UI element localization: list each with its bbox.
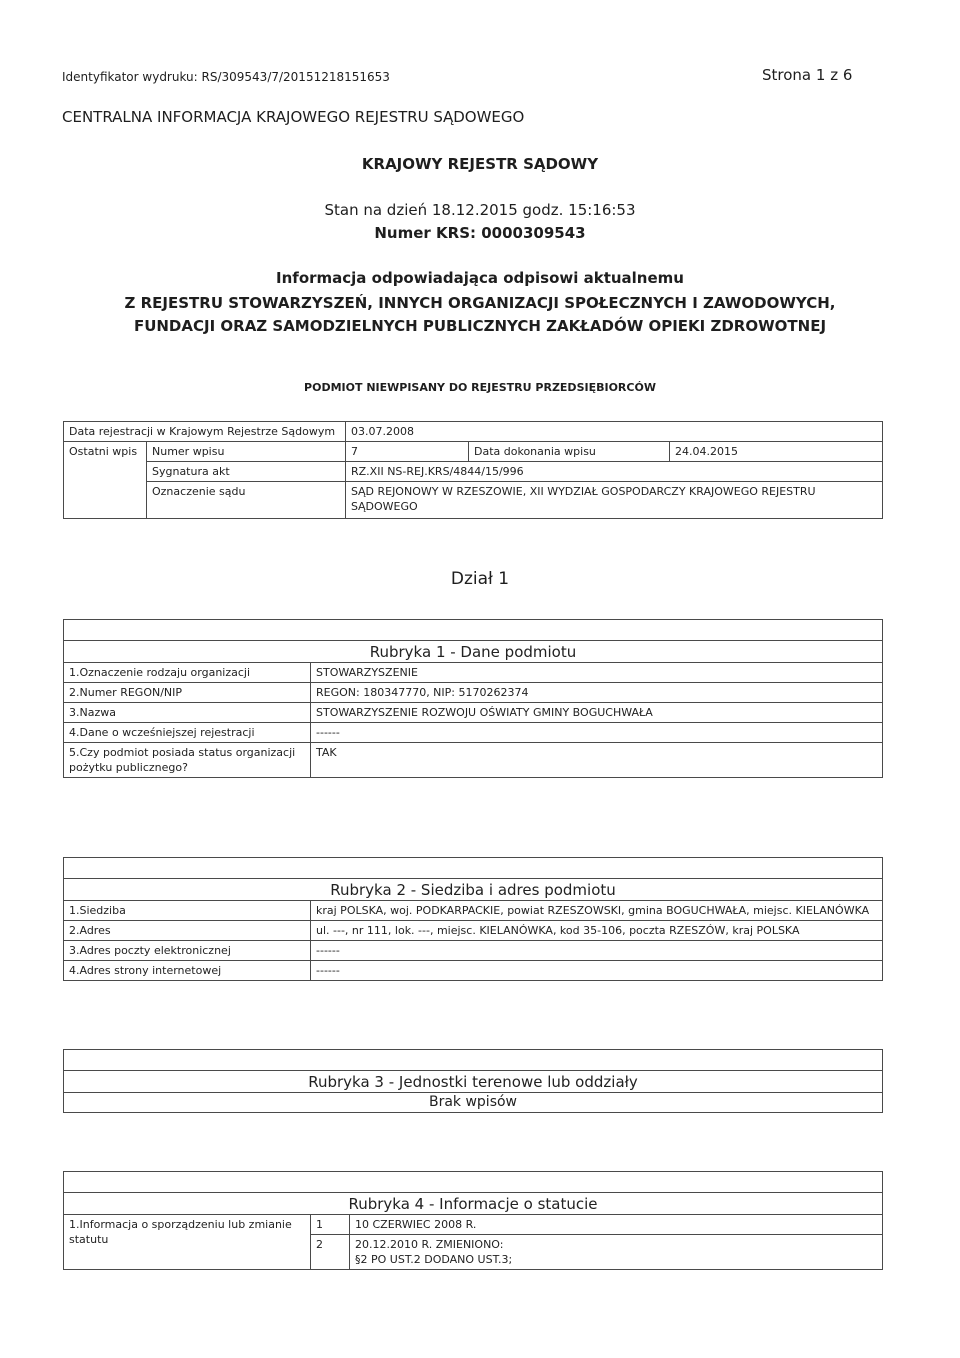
status-date: Stan na dzień 18.12.2015 godz. 15:16:53 [324, 201, 636, 219]
no-entries-text: Brak wpisów [64, 1093, 883, 1113]
rubryka-4-title: Rubryka 4 - Informacje o statucie [64, 1193, 883, 1215]
table-row [64, 858, 883, 879]
table-row [64, 723, 883, 743]
header-spacer [64, 620, 883, 641]
table-row [64, 1050, 883, 1071]
field-label: 4.Dane o wcześniejszej rejestracji [64, 723, 311, 743]
entry-date-value: 24.04.2015 [670, 442, 883, 462]
table-row [64, 1071, 883, 1093]
table-row [64, 683, 883, 703]
header-spacer [64, 858, 883, 879]
field-value: STOWARZYSZENIE [311, 663, 883, 683]
entry-number: 1 [311, 1215, 350, 1235]
entry-text [350, 1235, 883, 1270]
header-spacer [64, 1172, 883, 1193]
field-value: ------ [311, 961, 883, 981]
case-signature-value: RZ.XII NS-REJ.KRS/4844/15/996 [346, 462, 883, 482]
table-row [64, 921, 883, 941]
rubryka-2-title: Rubryka 2 - Siedziba i adres podmiotu [64, 879, 883, 901]
court-value: SĄD REJONOWY W RZESZOWIE, XII WYDZIAŁ GOSPODARCZY KRAJOWEGO REJESTRU SĄDOWEGO [346, 482, 883, 519]
entry-number: 2 [311, 1235, 350, 1270]
agency-name: CENTRALNA INFORMACJA KRAJOWEGO REJESTRU SĄDOWEGO [62, 108, 525, 126]
rubryka-1-title: Rubryka 1 - Dane podmiotu [64, 641, 883, 663]
field-label: 1.Oznaczenie rodzaju organizacji [64, 663, 311, 683]
header-spacer [64, 1050, 883, 1071]
table-row [64, 1172, 883, 1193]
field-label: 2.Numer REGON/NIP [64, 683, 311, 703]
registration-date-value: 03.07.2008 [346, 422, 883, 442]
table-row [64, 620, 883, 641]
entry-number-value: 7 [346, 442, 469, 462]
table-row [64, 641, 883, 663]
table-row [64, 703, 883, 723]
info-heading-line-2: Z REJESTRU STOWARZYSZEŃ, INNYCH ORGANIZACJI SPOŁECZNYCH I ZAWODOWYCH, [124, 294, 836, 312]
statute-label: 1.Informacja o sporządzeniu lub zmianie statutu [64, 1215, 311, 1270]
field-value: ------ [311, 723, 883, 743]
entry-text-line-2: §2 PO UST.2 DODANO UST.3; [355, 1253, 513, 1266]
field-label: 2.Adres [64, 921, 311, 941]
court-label: Oznaczenie sądu [147, 482, 346, 519]
entry-text-line-1: 20.12.2010 R. ZMIENIONO: [355, 1238, 504, 1251]
rubryka-1-table [63, 619, 883, 778]
entry-date-label: Data dokonania wpisu [469, 442, 670, 462]
rubryka-4-table [63, 1171, 883, 1270]
field-value: REGON: 180347770, NIP: 5170262374 [311, 683, 883, 703]
rubryka-3-table [63, 1049, 883, 1113]
print-identifier: Identyfikator wydruku: RS/309543/7/20151218151653 [62, 70, 390, 84]
table-row [64, 422, 883, 442]
case-signature-label: Sygnatura akt [147, 462, 346, 482]
rubryka-3-title: Rubryka 3 - Jednostki terenowe lub oddziały [64, 1071, 883, 1093]
table-row [64, 663, 883, 683]
entry-text: 10 CZERWIEC 2008 R. [350, 1215, 883, 1235]
field-label: 3.Adres poczty elektronicznej [64, 941, 311, 961]
table-row [64, 1093, 883, 1113]
field-label: 4.Adres strony internetowej [64, 961, 311, 981]
table-row [64, 482, 883, 519]
table-row [64, 1215, 883, 1235]
rubryka-2-table [63, 857, 883, 981]
table-row [64, 901, 883, 921]
entity-type-heading: PODMIOT NIEWPISANY DO REJESTRU PRZEDSIĘBIORCÓW [304, 381, 656, 394]
field-label: 3.Nazwa [64, 703, 311, 723]
field-value: kraj POLSKA, woj. PODKARPACKIE, powiat RZESZOWSKI, gmina BOGUCHWAŁA, miejsc. KIELANÓWKA [311, 901, 883, 921]
table-row [64, 1193, 883, 1215]
table-row [64, 941, 883, 961]
table-row [64, 879, 883, 901]
registration-date-label: Data rejestracji w Krajowym Rejestrze Sądowym [64, 422, 346, 442]
last-entry-label: Ostatni wpis [64, 442, 147, 519]
field-value: TAK [311, 743, 883, 778]
table-row [64, 743, 883, 778]
field-label: 5.Czy podmiot posiada status organizacji pożytku publicznego? [64, 743, 311, 778]
registration-table [63, 421, 883, 519]
info-heading-line-1: Informacja odpowiadająca odpisowi aktualnemu [276, 269, 684, 287]
info-heading-line-3: FUNDACJI ORAZ SAMODZIELNYCH PUBLICZNYCH ZAKŁADÓW OPIEKI ZDROWOTNEJ [133, 317, 827, 335]
table-row [64, 961, 883, 981]
register-title: KRAJOWY REJESTR SĄDOWY [361, 155, 599, 173]
entry-number-label: Numer wpisu [147, 442, 346, 462]
field-value: ul. ---, nr 111, lok. ---, miejsc. KIELANÓWKA, kod 35-106, poczta RZESZÓW, kraj POLSKA [311, 921, 883, 941]
field-value: STOWARZYSZENIE ROZWOJU OŚWIATY GMINY BOGUCHWAŁA [311, 703, 883, 723]
krs-number: Numer KRS: 0000309543 [374, 224, 586, 242]
field-value: ------ [311, 941, 883, 961]
section-heading: Dział 1 [450, 569, 510, 589]
table-row [64, 462, 883, 482]
table-row [64, 442, 883, 462]
page-number: Strona 1 z 6 [762, 66, 853, 84]
field-label: 1.Siedziba [64, 901, 311, 921]
